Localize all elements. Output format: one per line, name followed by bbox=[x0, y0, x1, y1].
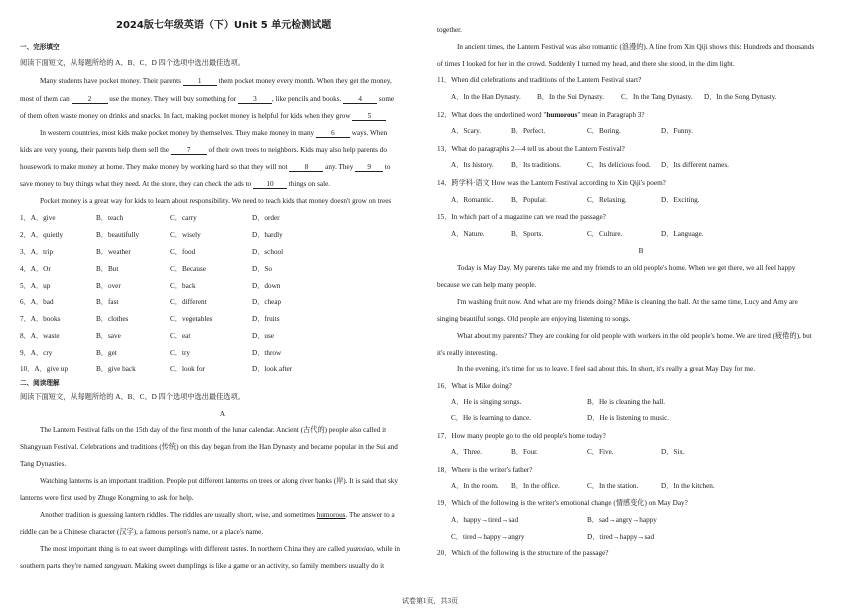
passage-a-line: Watching lanterns is an important tradition. People put different lanterns on trees or along river banks (岸). It is said that sky bbox=[40, 477, 398, 485]
option: C．different bbox=[170, 298, 207, 306]
option: B．get bbox=[96, 349, 117, 357]
option: D．cheap bbox=[252, 298, 282, 306]
passage-a-line: Tang Dynasties. bbox=[20, 460, 67, 468]
option-row bbox=[20, 366, 425, 380]
question-18: 18．Where is the writer's father? bbox=[437, 466, 533, 474]
reading-instruction: 阅读下面短文，从每题所给的 A、B、C、D 四个选项中选出最佳选项。 bbox=[20, 393, 245, 401]
option: C．back bbox=[170, 282, 196, 290]
cloze-instruction: 阅读下面短文，从每题所给的 A、B、C、D 四个选项中选出最佳选项。 bbox=[20, 59, 245, 67]
option-row bbox=[20, 333, 425, 347]
option: B．save bbox=[96, 332, 121, 340]
question-12: 12．What does the underlined word "humorous" mean in Paragraph 3? bbox=[437, 111, 645, 119]
option: 8．A．waste bbox=[20, 332, 60, 340]
passage-a-line: In ancient times, the Lantern Festival was also romantic (浪漫的). A line from Xin Qiji shows this: Hundreds and thousands bbox=[457, 43, 815, 51]
passage-b-label: B bbox=[638, 247, 644, 255]
option-row: C．tired→happy→angry D．tired→happy→sad bbox=[451, 533, 655, 541]
blank-4: 4 bbox=[343, 96, 377, 104]
option: C．carry bbox=[170, 214, 197, 222]
option-row bbox=[20, 215, 425, 229]
cloze-line: Many students have pocket money. Their parents 1 them pocket money every month. When they get the money, bbox=[40, 77, 392, 85]
underlined-word-humorous: humorous bbox=[316, 511, 346, 519]
passage-a-line: The most important thing is to eat sweet dumplings with different tastes. In northern China they are called yuanxiao, while in bbox=[40, 545, 400, 553]
passage-b-line: singing beautiful songs. Old people are enjoying listening to songs. bbox=[437, 315, 631, 323]
option: 4．A．Or bbox=[20, 265, 51, 273]
cloze-line: housework to make money at home. They make money by working hard so that they will not 8 any. They 9 to bbox=[20, 163, 391, 171]
option: D．So bbox=[252, 265, 272, 273]
option: D．down bbox=[252, 282, 281, 290]
option: 7．A．books bbox=[20, 315, 61, 323]
question-16: 16．What is Mike doing? bbox=[437, 382, 512, 390]
option-row: C．He is learning to dance. D．He is listening to music. bbox=[451, 414, 670, 422]
option: C．try bbox=[170, 349, 190, 357]
cloze-line: In western countries, most kids make pocket money by themselves. They make money in many 6 ways. When bbox=[40, 129, 388, 137]
option-row bbox=[20, 283, 425, 297]
option: B．teach bbox=[96, 214, 124, 222]
passage-a-line: lanterns were first used by Zhuge Kongming to ask for help. bbox=[20, 494, 194, 502]
option-row bbox=[20, 249, 425, 263]
option-row bbox=[20, 232, 425, 246]
passage-a-line: of times I looked for her in the crowd. Suddenly I turned my head, and there she stood, in the dim light. bbox=[437, 60, 735, 68]
option-row: A．Its history. B．Its traditions. C．Its delicious food. D．Its different names. bbox=[451, 161, 729, 169]
option-row bbox=[20, 350, 425, 364]
option-row: A．He is singing songs. B．He is cleaning the hall. bbox=[451, 398, 666, 406]
cloze-line: most of them can 2 use the money. They will buy something for 3 , like pencils and books. 4 some bbox=[20, 95, 395, 103]
option: C．look for bbox=[170, 365, 205, 373]
passage-b-line: I'm washing fruit now. And what are my friends doing? Mike is cleaning the hall. At the same time, Lucy and Amy are bbox=[457, 298, 798, 306]
blank-6: 6 bbox=[316, 130, 350, 138]
blank-7: 7 bbox=[171, 147, 207, 155]
passage-a-line: southern parts they're named tangyuan. Making sweet dumplings is like a game or an activity, so family members usually do it bbox=[20, 562, 385, 570]
option-row: A．In the Han Dynasty. B．In the Sui Dynasty. C．In the Tang Dynasty. D．In the Song Dynasty. bbox=[451, 93, 777, 101]
passage-a-line: The Lantern Festival falls on the 15th day of the first month of the lunar calendar. Ancient (古代的) people also called it bbox=[40, 426, 387, 434]
option: D．school bbox=[252, 248, 284, 256]
blank-1: 1 bbox=[183, 78, 217, 86]
question-17: 17．How many people go to the old people's home today? bbox=[437, 432, 606, 440]
question-20: 20．Which of the following is the structure of the passage? bbox=[437, 549, 609, 557]
section-reading-heading: 二、阅读理解 bbox=[20, 379, 60, 387]
question-19: 19．Which of the following is the writer's emotional change (情感变化) on May Day? bbox=[437, 499, 688, 507]
option: B．over bbox=[96, 282, 121, 290]
option-row: A．Nature. B．Sports. C．Culture. D．Language. bbox=[451, 230, 704, 238]
option: 5．A．up bbox=[20, 282, 51, 290]
option: 6．A．bad bbox=[20, 298, 54, 306]
question-14: 14．跨学科·语文 How was the Lantern Festival according to Xin Qiji's poem? bbox=[437, 179, 666, 187]
option: 2．A．quietly bbox=[20, 231, 64, 239]
option: D．fruits bbox=[252, 315, 280, 323]
passage-a-line: Shangyuan Festival. Celebrations and traditions (传统) on this day began from the Han Dynasty and became popular in the Sui and bbox=[20, 443, 398, 451]
page-footer: 试卷第1页，共3页 bbox=[402, 597, 458, 605]
page-title: 2024版七年级英语（下）Unit 5 单元检测试题 bbox=[116, 20, 332, 31]
question-13: 13．What do paragraphs 2—4 tell us about the Lantern Festival? bbox=[437, 145, 625, 153]
blank-3: 3 bbox=[238, 96, 272, 104]
option: C．wisely bbox=[170, 231, 201, 239]
cloze-line: Pocket money is a great way for kids to learn about responsibility. We need to teach kids that money doesn't grow on trees bbox=[40, 197, 392, 205]
option: B．fast bbox=[96, 298, 119, 306]
option: D．hardly bbox=[252, 231, 283, 239]
cloze-line: save money to buy things what they need. At the store, they can check the ads to 10 things on sale. bbox=[20, 180, 331, 188]
option: 3．A．trip bbox=[20, 248, 54, 256]
passage-b-line: Today is May Day. My parents take me and my friends to an old people's home. When we get there, we all feel happy bbox=[457, 264, 796, 272]
option-row: A．Romantic. B．Popular. C．Relaxing. D．Exciting. bbox=[451, 196, 700, 204]
option: 10．A．give up bbox=[20, 365, 69, 373]
passage-b-line: it's really interesting. bbox=[437, 349, 498, 357]
passage-a-line: Another tradition is guessing lantern riddles. The riddles are usually short, wise, and sometimes humorous. The answer to a bbox=[40, 511, 395, 519]
option-row: A．Three. B．Four. C．Five. D．Six. bbox=[451, 448, 685, 456]
blank-10: 10 bbox=[253, 181, 287, 189]
passage-b-line: In the evening, it's time for us to leave. I feel sad about this. In short, it's really a great May Day for me. bbox=[457, 365, 755, 373]
passage-a-line: riddle can be a Chinese character (汉字), a famous person's name, or a place's name. bbox=[20, 528, 264, 536]
blank-8: 8 bbox=[289, 164, 323, 172]
cloze-line: kids are very young, their parents help them sell the 7 of their own trees to neighbors. Kids may also help parents do bbox=[20, 146, 387, 154]
option-row: A．happy→tired→sad B．sad→angry→happy bbox=[451, 516, 657, 524]
blank-2: 2 bbox=[72, 96, 108, 104]
option: 9．A．cry bbox=[20, 349, 53, 357]
option: B．clothes bbox=[96, 315, 129, 323]
section-cloze-heading: 一、完形填空 bbox=[20, 43, 60, 51]
option-row bbox=[20, 316, 425, 330]
passage-b-line: What about my parents? They are cooking for old people with workers in the old people's home. We are tired (疲倦的), but bbox=[457, 332, 812, 340]
option: B．But bbox=[96, 265, 119, 273]
question-15: 15．In which part of a magazine can we read the passage? bbox=[437, 213, 606, 221]
option: 1．A．give bbox=[20, 214, 56, 222]
question-11: 11．When did celebrations and traditions of the Lantern Festival start? bbox=[437, 76, 642, 84]
passage-a-label: A bbox=[219, 410, 226, 418]
option-row bbox=[20, 299, 425, 313]
blank-9: 9 bbox=[355, 164, 383, 172]
option: B．give back bbox=[96, 365, 136, 373]
option-row: A．In the room. B．In the office. C．In the station. D．In the kitchen. bbox=[451, 482, 715, 490]
option: D．use bbox=[252, 332, 274, 340]
passage-b-line: because we can help many people. bbox=[437, 281, 537, 289]
option: C．eat bbox=[170, 332, 191, 340]
option: B．beautifully bbox=[96, 231, 140, 239]
option-row: A．Scary. B．Perfect. C．Boring. D．Funny. bbox=[451, 127, 694, 135]
blank-5: 5 bbox=[352, 113, 386, 121]
option: D．order bbox=[252, 214, 280, 222]
option: C．food bbox=[170, 248, 196, 256]
cloze-line: of them often waste money on drinks and snacks. In fact, making pocket money is helpful for kids when they grow 5 bbox=[20, 113, 386, 121]
option: D．look after bbox=[252, 365, 293, 373]
option: B．weather bbox=[96, 248, 131, 256]
option-row bbox=[20, 266, 425, 280]
option: C．Because bbox=[170, 265, 206, 273]
option: C．vegetables bbox=[170, 315, 213, 323]
option: D．throw bbox=[252, 349, 282, 357]
passage-a-line: together. bbox=[437, 26, 462, 34]
